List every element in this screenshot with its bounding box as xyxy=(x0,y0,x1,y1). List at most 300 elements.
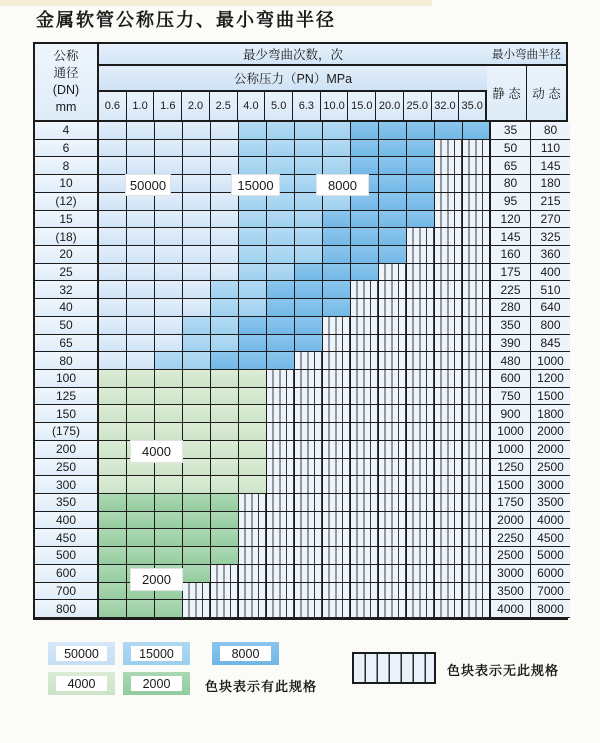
cycles-15000-cell xyxy=(267,157,295,175)
cycles-4000-cell xyxy=(211,388,239,406)
no-spec-cell xyxy=(379,583,407,601)
cycles-50000-cell xyxy=(127,335,155,353)
cycles-50000-cell xyxy=(211,193,239,211)
no-spec-cell xyxy=(295,388,323,406)
cycles-2000-cell xyxy=(211,547,239,565)
cycles-8000-cell xyxy=(351,122,379,140)
pressure-header-32.0: 32.0 xyxy=(432,92,460,120)
static-value: 1000 xyxy=(491,423,531,441)
cycles-4000-cell xyxy=(127,476,155,494)
no-spec-cell xyxy=(239,494,267,512)
static-value: 2250 xyxy=(491,529,531,547)
cycles-8000-cell xyxy=(323,264,351,282)
no-spec-cell xyxy=(295,565,323,583)
cycles-50000-cell xyxy=(183,211,211,229)
no-spec-cell xyxy=(435,600,463,618)
cycles-8000-cell xyxy=(379,228,407,246)
no-spec-cell xyxy=(407,583,435,601)
cycles-15000-cell xyxy=(267,193,295,211)
legend-no-spec-swatch xyxy=(352,652,436,684)
cycles-15000-cell xyxy=(295,157,323,175)
dn-label-800: 800 xyxy=(35,600,99,618)
cycles-15000-cell xyxy=(295,228,323,246)
pressure-header-6.3: 6.3 xyxy=(293,92,321,120)
dn-label-400: 400 xyxy=(35,512,99,530)
no-spec-cell xyxy=(183,600,211,618)
cycles-50000-cell xyxy=(183,228,211,246)
no-spec-cell xyxy=(407,565,435,583)
dn-label-125: 125 xyxy=(35,388,99,406)
cycles-50000-cell xyxy=(183,175,211,193)
cycles-8000-cell xyxy=(295,317,323,335)
no-spec-cell xyxy=(351,547,379,565)
cycles-50000-cell xyxy=(99,352,127,370)
no-spec-cell xyxy=(351,600,379,618)
cycles-4000-cell xyxy=(99,405,127,423)
dynamic-value: 360 xyxy=(531,246,570,264)
static-value: 350 xyxy=(491,317,531,335)
cycles-50000-cell xyxy=(211,122,239,140)
cycles-2000-cell xyxy=(99,529,127,547)
no-spec-cell xyxy=(463,565,491,583)
no-spec-cell xyxy=(323,352,351,370)
no-spec-cell xyxy=(239,512,267,530)
legend-swatch-15000 xyxy=(123,642,190,665)
cycles-15000-cell xyxy=(323,122,351,140)
dynamic-value: 1500 xyxy=(531,388,570,406)
dynamic-value: 1000 xyxy=(531,352,570,370)
no-spec-cell xyxy=(267,529,295,547)
cycles-15000-cell xyxy=(239,157,267,175)
cycles-2000-cell xyxy=(155,600,183,618)
static-value: 1000 xyxy=(491,441,531,459)
dn-label-150: 150 xyxy=(35,405,99,423)
no-spec-cell xyxy=(351,583,379,601)
pressure-header-15.0: 15.0 xyxy=(348,92,376,120)
dn-column-header xyxy=(35,44,99,120)
no-spec-cell xyxy=(379,512,407,530)
cycles-4000-cell xyxy=(155,423,183,441)
no-spec-cell xyxy=(435,405,463,423)
no-spec-cell xyxy=(351,335,379,353)
cycles-2000-cell xyxy=(155,547,183,565)
cycles-15000-cell xyxy=(211,299,239,317)
cycles-4000-cell xyxy=(239,405,267,423)
cycles-15000-cell xyxy=(295,246,323,264)
pressure-header-0.6: 0.6 xyxy=(99,92,127,120)
no-spec-cell xyxy=(407,281,435,299)
cycles-8000-cell xyxy=(267,281,295,299)
cycles-15000-cell xyxy=(211,281,239,299)
no-spec-cell xyxy=(463,441,491,459)
cycles-15000-cell xyxy=(267,140,295,158)
legend-swatch-8000 xyxy=(212,642,279,665)
no-spec-cell xyxy=(435,246,463,264)
no-spec-cell xyxy=(407,335,435,353)
dynamic-value: 2000 xyxy=(531,423,570,441)
cycles-8000-cell xyxy=(239,317,267,335)
cycles-2000-cell xyxy=(99,494,127,512)
dynamic-value: 180 xyxy=(531,175,570,193)
pressure-header-1.0: 1.0 xyxy=(127,92,155,120)
no-spec-cell xyxy=(323,459,351,477)
cycles-50000-cell xyxy=(183,299,211,317)
no-spec-cell xyxy=(267,600,295,618)
cycles-2000-cell xyxy=(183,494,211,512)
no-spec-cell xyxy=(435,476,463,494)
no-spec-cell xyxy=(463,405,491,423)
cycles-2000-cell xyxy=(211,529,239,547)
no-spec-cell xyxy=(379,547,407,565)
cycles-8000-cell xyxy=(267,352,295,370)
static-column-header: 静 态 xyxy=(487,66,527,120)
dynamic-value: 400 xyxy=(531,264,570,282)
cycles-50000-cell xyxy=(183,281,211,299)
cycles-8000-cell xyxy=(295,281,323,299)
legend-label-15000: 15000 xyxy=(131,646,182,661)
cycles-label-2000: 2000 xyxy=(131,569,182,590)
no-spec-cell xyxy=(351,459,379,477)
no-spec-cell xyxy=(435,352,463,370)
static-value: 3500 xyxy=(491,583,531,601)
pressure-header-5.0: 5.0 xyxy=(265,92,293,120)
no-spec-cell xyxy=(379,352,407,370)
pressure-header-10.0: 10.0 xyxy=(321,92,349,120)
cycles-8000-cell xyxy=(239,352,267,370)
no-spec-cell xyxy=(435,565,463,583)
no-spec-cell xyxy=(407,441,435,459)
no-spec-cell xyxy=(463,459,491,477)
no-spec-cell xyxy=(435,281,463,299)
cycles-50000-cell xyxy=(127,228,155,246)
no-spec-cell xyxy=(407,352,435,370)
cycles-4000-cell xyxy=(183,441,211,459)
static-value: 65 xyxy=(491,157,531,175)
cycles-2000-cell xyxy=(99,583,127,601)
dn-label-32: 32 xyxy=(35,281,99,299)
no-spec-cell xyxy=(463,512,491,530)
no-spec-cell xyxy=(463,370,491,388)
cycles-8000-cell xyxy=(295,264,323,282)
cycles-15000-cell xyxy=(211,335,239,353)
no-spec-cell xyxy=(351,423,379,441)
cycles-15000-cell xyxy=(267,228,295,246)
no-spec-cell xyxy=(267,512,295,530)
cycles-8000-cell xyxy=(379,140,407,158)
no-spec-cell xyxy=(379,281,407,299)
no-spec-cell xyxy=(435,140,463,158)
cycles-50000-cell xyxy=(155,246,183,264)
cycles-15000-cell xyxy=(211,317,239,335)
cycles-2000-cell xyxy=(183,547,211,565)
cycles-4000-cell xyxy=(127,405,155,423)
no-spec-cell xyxy=(239,529,267,547)
no-spec-cell xyxy=(463,600,491,618)
dn-label-25: 25 xyxy=(35,264,99,282)
cycles-4000-cell xyxy=(211,423,239,441)
no-spec-cell xyxy=(211,600,239,618)
no-spec-cell xyxy=(323,512,351,530)
cycles-4000-cell xyxy=(239,476,267,494)
no-spec-cell xyxy=(407,494,435,512)
cycles-50000-cell xyxy=(99,264,127,282)
cycles-4000-cell xyxy=(99,441,127,459)
no-spec-cell xyxy=(407,547,435,565)
cycles-15000-cell xyxy=(155,352,183,370)
no-spec-cell xyxy=(351,405,379,423)
no-spec-cell xyxy=(379,335,407,353)
cycles-2000-cell xyxy=(99,565,127,583)
legend xyxy=(0,630,600,743)
no-spec-cell xyxy=(407,459,435,477)
no-spec-cell xyxy=(407,405,435,423)
no-spec-cell xyxy=(239,600,267,618)
no-spec-cell xyxy=(295,370,323,388)
no-spec-cell xyxy=(295,600,323,618)
dn-header-line2: 通径 xyxy=(53,66,79,80)
cycles-8000-cell xyxy=(267,299,295,317)
no-spec-cell xyxy=(267,565,295,583)
cycles-50000-cell xyxy=(127,317,155,335)
cycles-50000-cell xyxy=(211,157,239,175)
no-spec-cell xyxy=(379,423,407,441)
dynamic-value: 2000 xyxy=(531,441,570,459)
cycles-2000-cell xyxy=(155,529,183,547)
static-value: 4000 xyxy=(491,600,531,618)
dn-label-300: 300 xyxy=(35,476,99,494)
pressure-header-row xyxy=(99,92,487,120)
no-spec-cell xyxy=(463,193,491,211)
no-spec-cell xyxy=(239,565,267,583)
no-spec-cell xyxy=(295,476,323,494)
no-spec-cell xyxy=(463,423,491,441)
dynamic-value: 640 xyxy=(531,299,570,317)
cycles-15000-cell xyxy=(295,193,323,211)
table-header xyxy=(35,44,566,120)
dynamic-value: 6000 xyxy=(531,565,570,583)
cycles-2000-cell xyxy=(155,512,183,530)
cycles-15000-cell xyxy=(267,246,295,264)
no-spec-cell xyxy=(379,459,407,477)
no-spec-cell xyxy=(267,388,295,406)
dynamic-value: 7000 xyxy=(531,583,570,601)
no-spec-cell xyxy=(379,370,407,388)
pressure-header-25.0: 25.0 xyxy=(404,92,432,120)
no-spec-cell xyxy=(295,423,323,441)
no-spec-cell xyxy=(407,600,435,618)
cycles-15000-cell xyxy=(183,335,211,353)
no-spec-cell xyxy=(407,512,435,530)
no-spec-cell xyxy=(379,600,407,618)
static-dynamic-headers xyxy=(487,66,566,120)
static-value: 1500 xyxy=(491,476,531,494)
no-spec-cell xyxy=(379,264,407,282)
cycles-8000-cell xyxy=(407,193,435,211)
pressure-header-2.0: 2.0 xyxy=(182,92,210,120)
static-value: 145 xyxy=(491,228,531,246)
cycles-50000-cell xyxy=(183,122,211,140)
cycles-8000-cell xyxy=(407,211,435,229)
no-spec-cell xyxy=(323,476,351,494)
static-value: 2500 xyxy=(491,547,531,565)
no-spec-cell xyxy=(407,299,435,317)
cycles-15000-cell xyxy=(323,193,351,211)
dynamic-value: 1800 xyxy=(531,405,570,423)
no-spec-cell xyxy=(323,405,351,423)
cycles-15000-cell xyxy=(323,140,351,158)
cycles-8000-cell xyxy=(407,175,435,193)
cycles-label-8000: 8000 xyxy=(317,175,368,195)
no-spec-cell xyxy=(323,423,351,441)
radius-header-group xyxy=(487,44,566,120)
no-spec-cell xyxy=(183,583,211,601)
cycles-4000-cell xyxy=(183,423,211,441)
cycles-4000-cell xyxy=(155,405,183,423)
cycles-50000-cell xyxy=(155,140,183,158)
legend-swatch-50000 xyxy=(48,642,115,665)
no-spec-cell xyxy=(351,388,379,406)
dynamic-value: 4000 xyxy=(531,512,570,530)
dynamic-value: 3500 xyxy=(531,494,570,512)
dn-header-line3: (DN) xyxy=(52,83,80,97)
no-spec-cell xyxy=(323,529,351,547)
no-spec-cell xyxy=(463,476,491,494)
cycles-50000-cell xyxy=(155,264,183,282)
cycles-15000-cell xyxy=(295,122,323,140)
no-spec-cell xyxy=(323,335,351,353)
cycles-2000-cell xyxy=(183,529,211,547)
no-spec-cell xyxy=(435,228,463,246)
cycles-2000-cell xyxy=(127,512,155,530)
pressure-header: 公称压力（PN）MPa xyxy=(99,66,487,92)
no-spec-cell xyxy=(407,317,435,335)
cycles-8000-cell xyxy=(267,317,295,335)
dn-label-50: 50 xyxy=(35,317,99,335)
cycles-8000-cell xyxy=(323,228,351,246)
legend-no-spec-text: 色块表示无此规格 xyxy=(447,663,560,678)
dynamic-value: 110 xyxy=(531,140,570,158)
static-value: 900 xyxy=(491,405,531,423)
legend-label-2000: 2000 xyxy=(131,676,182,691)
no-spec-cell xyxy=(379,299,407,317)
no-spec-cell xyxy=(295,441,323,459)
dynamic-value: 510 xyxy=(531,281,570,299)
cycles-50000-cell xyxy=(99,246,127,264)
no-spec-cell xyxy=(323,441,351,459)
cycles-8000-cell xyxy=(211,352,239,370)
cycles-50000-cell xyxy=(183,140,211,158)
dn-label-(18): (18) xyxy=(35,228,99,246)
cycles-8000-cell xyxy=(379,246,407,264)
cycles-50000-cell xyxy=(99,317,127,335)
no-spec-cell xyxy=(295,583,323,601)
dynamic-value: 8000 xyxy=(531,600,570,618)
cycles-50000-cell xyxy=(127,264,155,282)
no-spec-cell xyxy=(463,494,491,512)
dn-label-(12): (12) xyxy=(35,193,99,211)
cycles-8000-cell xyxy=(323,299,351,317)
cycles-50000-cell xyxy=(183,157,211,175)
cycles-label-50000: 50000 xyxy=(126,175,170,195)
no-spec-cell xyxy=(267,459,295,477)
static-value: 3000 xyxy=(491,565,531,583)
legend-swatch-4000 xyxy=(48,672,115,695)
cycles-50000-cell xyxy=(155,299,183,317)
pressure-header-35.0: 35.0 xyxy=(459,92,487,120)
cycles-4000-cell xyxy=(183,388,211,406)
no-spec-cell xyxy=(435,264,463,282)
legend-label-50000: 50000 xyxy=(56,646,107,661)
cycles-2000-cell xyxy=(183,512,211,530)
static-value: 390 xyxy=(491,335,531,353)
static-value: 2000 xyxy=(491,512,531,530)
dn-label-700: 700 xyxy=(35,583,99,601)
cycles-50000-cell xyxy=(155,122,183,140)
cycles-2000-cell xyxy=(127,547,155,565)
no-spec-cell xyxy=(379,388,407,406)
dynamic-value: 2500 xyxy=(531,459,570,477)
no-spec-cell xyxy=(323,583,351,601)
cycles-4000-cell xyxy=(183,370,211,388)
cycles-50000-cell xyxy=(183,246,211,264)
cycles-50000-cell xyxy=(127,140,155,158)
dynamic-value: 5000 xyxy=(531,547,570,565)
cycles-label-15000: 15000 xyxy=(232,175,279,195)
cycles-4000-cell xyxy=(183,405,211,423)
cycles-8000-cell xyxy=(379,157,407,175)
cycles-header: 最少弯曲次数，次 xyxy=(99,44,487,66)
cycles-4000-cell xyxy=(155,476,183,494)
cycles-15000-cell xyxy=(239,140,267,158)
cycles-4000-cell xyxy=(99,476,127,494)
no-spec-cell xyxy=(351,352,379,370)
cycles-50000-cell xyxy=(155,211,183,229)
cycles-4000-cell xyxy=(211,370,239,388)
page-title: 金属软管公称压力、最小弯曲半径 xyxy=(36,10,336,31)
no-spec-cell xyxy=(351,441,379,459)
no-spec-cell xyxy=(463,547,491,565)
no-spec-cell xyxy=(211,565,239,583)
no-spec-cell xyxy=(379,476,407,494)
no-spec-cell xyxy=(323,370,351,388)
no-spec-cell xyxy=(463,529,491,547)
no-spec-cell xyxy=(351,299,379,317)
cycles-50000-cell xyxy=(127,157,155,175)
no-spec-cell xyxy=(267,583,295,601)
cycles-50000-cell xyxy=(99,122,127,140)
pressure-header-4.0: 4.0 xyxy=(238,92,266,120)
cycles-4000-cell xyxy=(99,370,127,388)
cycles-50000-cell xyxy=(155,281,183,299)
legend-label-4000: 4000 xyxy=(56,676,107,691)
dynamic-value: 325 xyxy=(531,228,570,246)
no-spec-cell xyxy=(435,583,463,601)
no-spec-cell xyxy=(323,317,351,335)
dynamic-value: 1200 xyxy=(531,370,570,388)
no-spec-cell xyxy=(323,494,351,512)
cycles-8000-cell xyxy=(295,335,323,353)
cycles-8000-cell xyxy=(323,246,351,264)
cycles-8000-cell xyxy=(435,122,463,140)
cycles-8000-cell xyxy=(323,211,351,229)
cycles-50000-cell xyxy=(127,193,155,211)
cycles-50000-cell xyxy=(211,264,239,282)
cycles-15000-cell xyxy=(295,140,323,158)
dn-label-40: 40 xyxy=(35,299,99,317)
no-spec-cell xyxy=(435,494,463,512)
no-spec-cell xyxy=(407,423,435,441)
dn-label-8: 8 xyxy=(35,157,99,175)
